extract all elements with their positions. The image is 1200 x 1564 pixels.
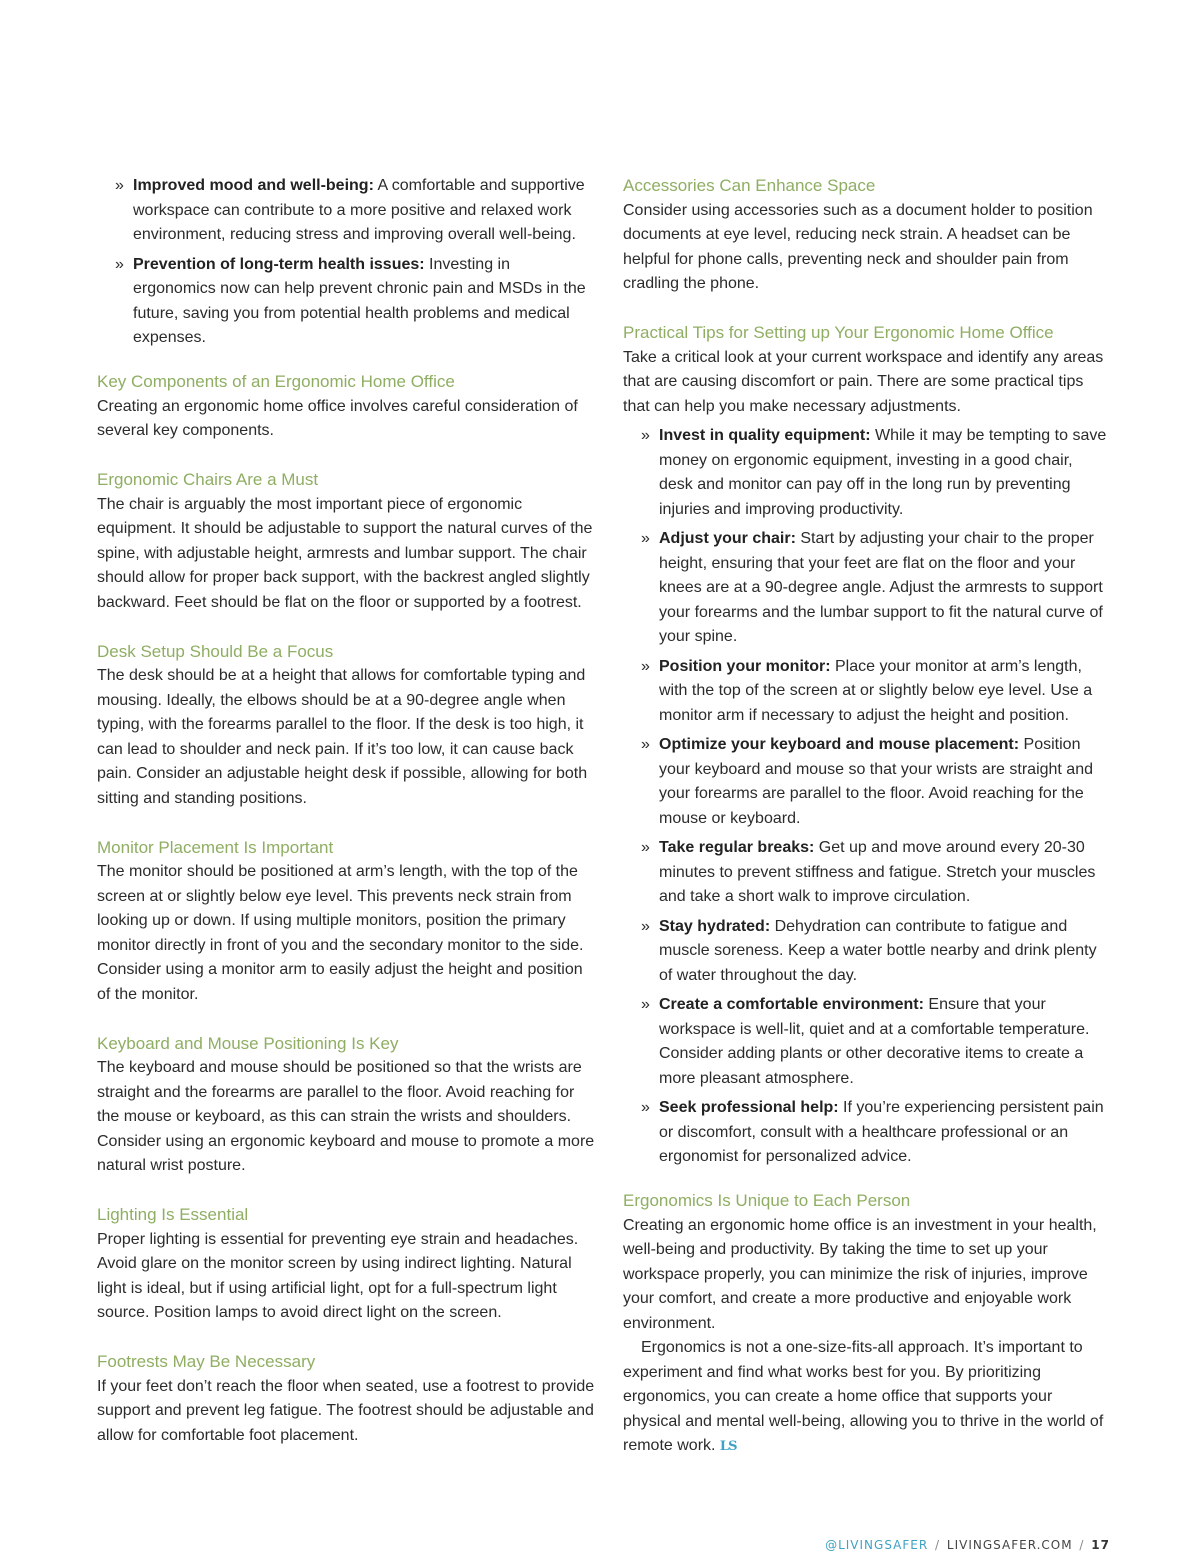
bullet-lead: Seek professional help: xyxy=(659,1099,839,1116)
section-body: The desk should be at a height that allows for comfortable typing and mousing. Ideally, the elbows should be at a 90-degree angle when typing, with the forearms parallel to the floor. If the desk is too high, it can lead to shoulder and neck pain. If it’s too low, it can cause back pain. Consider an adjustable height desk if possible, allowing for both sitting and standing positions. xyxy=(97,667,588,807)
tips-bullet-list xyxy=(623,424,1108,1170)
bullet-marker: » xyxy=(641,917,650,935)
section-heading: Footrests May Be Necessary xyxy=(97,1352,316,1371)
section-body: Creating an ergonomic home office is an investment in your health, well-being and productivity. By taking the time to set up your workspace properly, you can minimize the risk of injuries, improve your comfort, and create a more productive and enjoyable work environment. xyxy=(623,1216,1097,1332)
section-body: Consider using accessories such as a document holder to position documents at eye level, reducing neck strain. A headset can be helpful for phone calls, preventing neck and shoulder pain from cradling the phone. xyxy=(623,201,1093,292)
bullet-text: Get up and move around every 20-30 minutes to prevent stiffness and fatigue. Stretch your muscles and take a short walk to improve circulation. xyxy=(659,839,1096,905)
section-accessories xyxy=(623,174,1108,297)
section-body: The monitor should be positioned at arm’s length, with the top of the screen at or slightly below eye level. This prevents neck strain from looking up or down. If using multiple monitors, position the primary monitor directly in front of you and the secondary monitor to the side. Consider using a monitor arm to easily adjust the height and position of the monitor. xyxy=(97,863,584,1003)
section-heading: Keyboard and Mouse Positioning Is Key xyxy=(97,1033,399,1053)
list-item xyxy=(623,733,1108,831)
bullet-text: Start by adjusting your chair to the proper height, ensuring that your feet are flat on the floor and your knees are at a 90-degree angle. Adjust the armrests to support your forearms and the lumbar support to fit the natural curve of your spine. xyxy=(659,530,1103,645)
section-heading: Monitor Placement Is Important xyxy=(97,837,334,857)
section-key-components xyxy=(97,370,597,444)
list-item xyxy=(623,1096,1108,1170)
section-body: The chair is arguably the most important piece of ergonomic equipment. It should be adjustable to support the natural curves of the spine, with adjustable height, armrests and lumbar support. The chair should allow for proper back support, with the backrest angled slightly backward. Feet should be flat on the floor or supported by a footrest. xyxy=(97,495,593,611)
bullet-marker: » xyxy=(641,427,650,444)
social-handle: @LIVINGSAFER xyxy=(825,1538,929,1552)
list-item xyxy=(623,655,1108,729)
section-desk xyxy=(97,640,597,812)
list-item xyxy=(623,527,1108,650)
list-item xyxy=(623,836,1108,910)
section-heading: Practical Tips for Setting up Your Ergonomic Home Office xyxy=(623,323,1054,342)
website-url: LIVINGSAFER.COM xyxy=(946,1538,1073,1552)
bullet-text: Ensure that your workspace is well-lit, quiet and at a comfortable temperature. Consider adding plants or other decorative items to create a more pleasant atmosphere. xyxy=(659,996,1090,1087)
page-number: 17 xyxy=(1091,1538,1110,1552)
bullet-text: Place your monitor at arm’s length, with the top of the screen at or slightly below eye level. Use a monitor arm if necessary to adjust the height and position. xyxy=(659,657,1093,724)
bullet-marker: » xyxy=(115,177,124,194)
section-keyboard xyxy=(97,1032,597,1179)
bullet-text: While it may be tempting to save money on ergonomic equipment, investing in a good chair, desk and monitor can pay off in the long run by preventing injuries and improving productivity. xyxy=(659,427,1107,518)
section-lighting xyxy=(97,1203,597,1326)
section-heading: Accessories Can Enhance Space xyxy=(623,176,876,195)
section-body: The keyboard and mouse should be positioned so that the wrists are straight and the forearms are parallel to the floor. Avoid reaching for the mouse or keyboard, as this can strain the wrists and shoulders. Consider using an ergonomic keyboard and mouse to promote a more natural wrist posture. xyxy=(97,1059,595,1174)
bullet-marker: » xyxy=(641,736,650,753)
section-chairs xyxy=(97,468,597,615)
list-item xyxy=(97,253,597,351)
bullet-marker: » xyxy=(641,839,650,856)
list-item xyxy=(623,993,1108,1091)
bullet-lead: Take regular breaks: xyxy=(659,839,815,856)
end-mark-logo: LS xyxy=(719,1439,737,1454)
benefits-bullet-list xyxy=(97,174,597,351)
section-body: Creating an ergonomic home office involves careful consideration of several key components. xyxy=(97,397,578,439)
bullet-lead: Stay hydrated: xyxy=(659,917,771,935)
page-footer xyxy=(825,1538,1110,1552)
bullet-lead: Adjust your chair: xyxy=(659,530,796,547)
left-column xyxy=(97,174,597,1448)
bullet-text: Dehydration can contribute to fatigue and muscle soreness. Keep a water bottle nearby and drink plenty of water throughout the day. xyxy=(659,917,1097,984)
section-practical-tips xyxy=(623,321,1108,1170)
section-body-text: Ergonomics is not a one-size-fits-all approach. It’s important to experiment and find what works best for you. By prioritizing ergonomics, you can create a home office that supports your physical and mental well-being, allowing you to thrive in the world of remote work. xyxy=(623,1339,1104,1454)
section-footrests xyxy=(97,1350,597,1448)
bullet-lead: Improved mood and well-being: xyxy=(133,177,374,194)
bullet-text: If you’re experiencing persistent pain or discomfort, consult with a healthcare professional or an ergonomist for personalized advice. xyxy=(659,1099,1104,1165)
bullet-marker: » xyxy=(641,996,650,1013)
bullet-marker: » xyxy=(641,657,650,675)
bullet-marker: » xyxy=(115,255,124,273)
bullet-text: A comfortable and supportive workspace can contribute to a more positive and relaxed work environment, reducing stress and improving overall well-being. xyxy=(133,177,585,243)
section-heading: Desk Setup Should Be a Focus xyxy=(97,641,334,661)
section-unique xyxy=(623,1189,1108,1460)
section-body: Proper lighting is essential for preventing eye strain and headaches. Avoid glare on the monitor screen by using indirect lighting. Natural light is ideal, but if using artificial light, opt for a full-spectrum light source. Position lamps to avoid direct light on the screen. xyxy=(97,1230,579,1321)
section-monitor xyxy=(97,836,597,1008)
bullet-lead: Position your monitor: xyxy=(659,657,831,675)
bullet-lead: Create a comfortable environment: xyxy=(659,996,924,1013)
bullet-lead: Optimize your keyboard and mouse placement: xyxy=(659,736,1020,753)
list-item xyxy=(97,174,597,248)
bullet-marker: » xyxy=(641,1099,650,1116)
bullet-marker: » xyxy=(641,530,650,547)
section-body: Take a critical look at your current workspace and identify any areas that are causing discomfort or pain. There are some practical tips that can help you make necessary adjustments. xyxy=(623,348,1104,415)
list-item xyxy=(623,424,1108,522)
bullet-lead: Invest in quality equipment: xyxy=(659,427,871,444)
right-column xyxy=(623,174,1108,1460)
section-heading: Ergonomics Is Unique to Each Person xyxy=(623,1191,911,1210)
section-body-continued xyxy=(623,1336,1108,1460)
section-heading: Ergonomic Chairs Are a Must xyxy=(97,470,319,489)
section-heading: Key Components of an Ergonomic Home Office xyxy=(97,372,455,391)
section-heading: Lighting Is Essential xyxy=(97,1205,249,1224)
bullet-text: Position your keyboard and mouse so that your wrists are straight and your forearms are parallel to the floor. Avoid reaching for the mouse or keyboard. xyxy=(659,736,1093,827)
bullet-text: Investing in ergonomics now can help prevent chronic pain and MSDs in the future, saving you from potential health problems and medical expenses. xyxy=(133,255,586,346)
bullet-lead: Prevention of long-term health issues: xyxy=(133,255,425,273)
footer-separator: / xyxy=(1079,1538,1085,1552)
footer-separator: / xyxy=(935,1538,941,1552)
list-item xyxy=(623,915,1108,989)
section-body: If your feet don’t reach the floor when seated, use a footrest to provide support and prevent leg fatigue. The footrest should be adjustable and allow for comfortable foot placement. xyxy=(97,1377,595,1444)
